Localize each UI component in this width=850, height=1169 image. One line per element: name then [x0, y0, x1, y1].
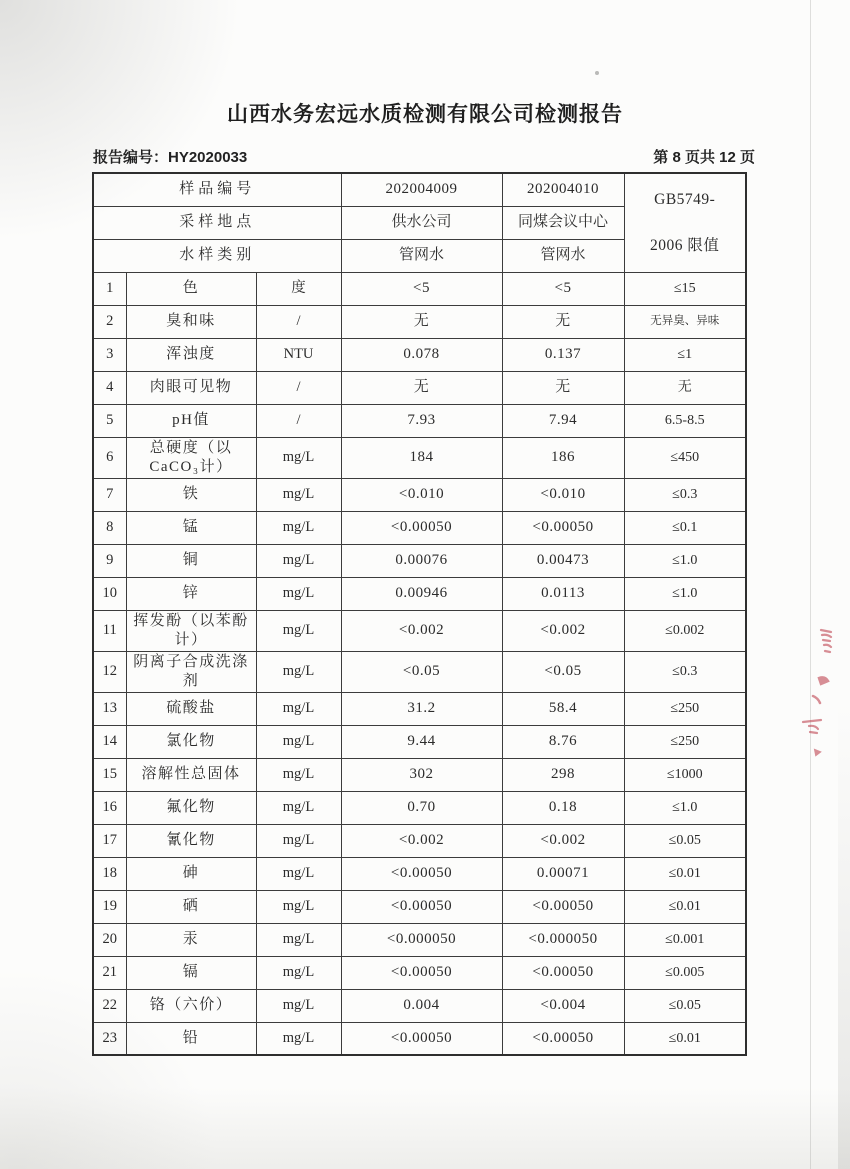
parameter-name-cell: 铁	[126, 478, 256, 511]
table-row	[93, 890, 746, 923]
parameter-name-cell: 锰	[126, 511, 256, 544]
unit-cell: mg/L	[256, 610, 341, 651]
unit-cell: mg/L	[256, 544, 341, 577]
row-number-cell: 4	[93, 371, 126, 404]
sample2-value-cell: 58.4	[502, 692, 624, 725]
table-row	[93, 610, 746, 651]
parameter-name-cell: 臭和味	[126, 305, 256, 338]
parameter-name-cell: 汞	[126, 923, 256, 956]
limit-value-cell: ≤1.0	[624, 577, 746, 610]
sample1-value-cell: 0.004	[341, 989, 502, 1022]
limit-value-cell: ≤1.0	[624, 544, 746, 577]
parameter-name-cell: 氟化物	[126, 791, 256, 824]
parameter-name-cell: 溶解性总固体	[126, 758, 256, 791]
sample1-value-cell: 无	[341, 305, 502, 338]
row-number-cell: 19	[93, 890, 126, 923]
limit-standard-line1: GB5749-	[654, 191, 716, 209]
limit-value-cell: ≤0.05	[624, 989, 746, 1022]
unit-cell: mg/L	[256, 857, 341, 890]
parameter-name-cell: 砷	[126, 857, 256, 890]
row-number-cell: 11	[93, 610, 126, 651]
unit-cell: mg/L	[256, 758, 341, 791]
sample1-value-cell: <0.00050	[341, 956, 502, 989]
table-row	[93, 511, 746, 544]
unit-cell: 度	[256, 272, 341, 305]
limit-value-cell: 6.5-8.5	[624, 404, 746, 437]
limit-value-cell: ≤0.01	[624, 1022, 746, 1055]
sample2-value-cell: 0.00473	[502, 544, 624, 577]
sample2-value-cell: 无	[502, 305, 624, 338]
row-number-cell: 10	[93, 577, 126, 610]
unit-cell: mg/L	[256, 437, 341, 478]
sample1-value-cell: 9.44	[341, 725, 502, 758]
row-number-cell: 16	[93, 791, 126, 824]
sample1-value-cell: <5	[341, 272, 502, 305]
sample1-value-cell: <0.010	[341, 478, 502, 511]
limit-value-cell: 无异臭、异味	[624, 305, 746, 338]
limit-value-cell: ≤0.002	[624, 610, 746, 651]
limit-value-cell: ≤0.05	[624, 824, 746, 857]
sample1-value-cell: <0.00050	[341, 511, 502, 544]
parameter-name-cell: 浑浊度	[126, 338, 256, 371]
table-row	[93, 989, 746, 1022]
sample2-value-cell: <0.002	[502, 610, 624, 651]
sample1-type-cell: 管网水	[341, 239, 502, 272]
row-number-cell: 13	[93, 692, 126, 725]
scan-speck	[595, 71, 599, 75]
sample2-value-cell: 8.76	[502, 725, 624, 758]
limit-value-cell: ≤450	[624, 437, 746, 478]
parameter-name-cell: 锌	[126, 577, 256, 610]
parameter-name-cell: 硫酸盐	[126, 692, 256, 725]
sample2-value-cell: <0.00050	[502, 511, 624, 544]
sample2-id-cell: 202004010	[502, 173, 624, 206]
limit-value-cell: ≤1000	[624, 758, 746, 791]
row-number-cell: 1	[93, 272, 126, 305]
sample1-value-cell: <0.000050	[341, 923, 502, 956]
unit-cell: mg/L	[256, 989, 341, 1022]
unit-cell: /	[256, 371, 341, 404]
parameter-name-cell: 肉眼可见物	[126, 371, 256, 404]
parameter-name-cell: 铜	[126, 544, 256, 577]
sample1-value-cell: 302	[341, 758, 502, 791]
limit-value-cell: 无	[624, 371, 746, 404]
sample1-value-cell: 无	[341, 371, 502, 404]
table-row	[93, 305, 746, 338]
sample1-value-cell: <0.00050	[341, 857, 502, 890]
unit-cell: mg/L	[256, 1022, 341, 1055]
limit-standard-line2: 2006 限值	[650, 236, 720, 254]
row-number-cell: 23	[93, 1022, 126, 1055]
sample1-site-cell: 供水公司	[341, 206, 502, 239]
row-number-cell: 8	[93, 511, 126, 544]
sample1-value-cell: 0.078	[341, 338, 502, 371]
sample2-value-cell: 186	[502, 437, 624, 478]
sample1-value-cell: 31.2	[341, 692, 502, 725]
table-row	[93, 577, 746, 610]
table-row	[93, 272, 746, 305]
limit-value-cell: ≤250	[624, 692, 746, 725]
limit-value-cell: ≤0.001	[624, 923, 746, 956]
sample-type-label-cell: 水样类别	[93, 239, 341, 272]
sample2-value-cell: <0.010	[502, 478, 624, 511]
table-row	[93, 437, 746, 478]
sample2-value-cell: <0.05	[502, 651, 624, 692]
row-number-cell: 20	[93, 923, 126, 956]
sample2-value-cell: <0.00050	[502, 890, 624, 923]
unit-cell: mg/L	[256, 511, 341, 544]
row-number-cell: 3	[93, 338, 126, 371]
limit-standard-header-cell	[624, 173, 746, 272]
table-row	[93, 404, 746, 437]
row-number-cell: 6	[93, 437, 126, 478]
sample2-site-cell: 同煤会议中心	[502, 206, 624, 239]
unit-cell: mg/L	[256, 478, 341, 511]
parameter-name-cell: 氯化物	[126, 725, 256, 758]
row-number-cell: 15	[93, 758, 126, 791]
table-row	[93, 651, 746, 692]
page-indicator: 第 8 页共 12 页	[653, 149, 755, 166]
sample2-value-cell: <0.00050	[502, 956, 624, 989]
limit-value-cell: ≤0.3	[624, 651, 746, 692]
limit-value-cell: ≤0.005	[624, 956, 746, 989]
unit-cell: mg/L	[256, 890, 341, 923]
sample1-value-cell: 0.70	[341, 791, 502, 824]
parameter-name-cell: 色	[126, 272, 256, 305]
unit-cell: mg/L	[256, 577, 341, 610]
unit-cell: /	[256, 305, 341, 338]
unit-cell: mg/L	[256, 692, 341, 725]
sample2-value-cell: 0.00071	[502, 857, 624, 890]
parameter-name-cell: 阴离子合成洗涤剂	[126, 651, 256, 692]
sample2-value-cell: 298	[502, 758, 624, 791]
report-meta-row	[93, 146, 755, 167]
table-row	[93, 725, 746, 758]
sample1-value-cell: <0.05	[341, 651, 502, 692]
limit-value-cell: ≤1.0	[624, 791, 746, 824]
sample2-value-cell: 0.0113	[502, 577, 624, 610]
table-row	[93, 758, 746, 791]
sample1-value-cell: <0.00050	[341, 890, 502, 923]
unit-cell: mg/L	[256, 791, 341, 824]
sample1-value-cell: <0.00050	[341, 1022, 502, 1055]
page-title: 山西水务宏远水质检测有限公司检测报告	[227, 103, 623, 126]
parameter-name-cell: 氰化物	[126, 824, 256, 857]
row-number-cell: 21	[93, 956, 126, 989]
table-row	[93, 338, 746, 371]
sample2-value-cell: <0.000050	[502, 923, 624, 956]
sample1-value-cell: 7.93	[341, 404, 502, 437]
limit-value-cell: ≤0.01	[624, 890, 746, 923]
limit-value-cell: ≤250	[624, 725, 746, 758]
limit-value-cell: ≤0.1	[624, 511, 746, 544]
row-number-cell: 12	[93, 651, 126, 692]
parameter-name-cell: pH值	[126, 404, 256, 437]
table-row	[93, 692, 746, 725]
parameter-name-cell: 镉	[126, 956, 256, 989]
parameter-name-cell: 铅	[126, 1022, 256, 1055]
scan-edge-shadow	[838, 0, 850, 1169]
table-row	[93, 857, 746, 890]
unit-cell: mg/L	[256, 923, 341, 956]
parameter-name-cell: 总硬度（以CaCO₃计）	[126, 437, 256, 478]
sample1-id-cell: 202004009	[341, 173, 502, 206]
sample2-value-cell: <0.002	[502, 824, 624, 857]
sample2-value-cell: 7.94	[502, 404, 624, 437]
sample2-value-cell: 无	[502, 371, 624, 404]
sample1-value-cell: 184	[341, 437, 502, 478]
unit-cell: mg/L	[256, 651, 341, 692]
limit-value-cell: ≤1	[624, 338, 746, 371]
limit-value-cell: ≤0.01	[624, 857, 746, 890]
row-number-cell: 5	[93, 404, 126, 437]
row-number-cell: 17	[93, 824, 126, 857]
table-row	[93, 791, 746, 824]
sample1-value-cell: 0.00076	[341, 544, 502, 577]
unit-cell: mg/L	[256, 824, 341, 857]
sample2-value-cell: 0.18	[502, 791, 624, 824]
red-stamp-fragment	[791, 626, 835, 766]
row-number-cell: 2	[93, 305, 126, 338]
table-row	[93, 923, 746, 956]
sample2-value-cell: <0.004	[502, 989, 624, 1022]
row-number-cell: 7	[93, 478, 126, 511]
row-number-cell: 9	[93, 544, 126, 577]
limit-value-cell: ≤15	[624, 272, 746, 305]
sampling-site-label-cell: 采样地点	[93, 206, 341, 239]
unit-cell: /	[256, 404, 341, 437]
table-row	[93, 544, 746, 577]
unit-cell: NTU	[256, 338, 341, 371]
sample2-value-cell: <5	[502, 272, 624, 305]
report-number: 报告编号：HY2020033	[93, 149, 248, 166]
water-quality-results-table	[92, 172, 747, 1056]
row-number-cell: 22	[93, 989, 126, 1022]
sample1-value-cell: <0.002	[341, 610, 502, 651]
sample1-value-cell: <0.002	[341, 824, 502, 857]
sample2-type-cell: 管网水	[502, 239, 624, 272]
limit-value-cell: ≤0.3	[624, 478, 746, 511]
parameter-name-cell: 硒	[126, 890, 256, 923]
sample2-value-cell: 0.137	[502, 338, 624, 371]
unit-cell: mg/L	[256, 725, 341, 758]
row-number-cell: 14	[93, 725, 126, 758]
table-row	[93, 1022, 746, 1055]
parameter-name-cell: 铬（六价）	[126, 989, 256, 1022]
table-row	[93, 478, 746, 511]
unit-cell: mg/L	[256, 956, 341, 989]
sample2-value-cell: <0.00050	[502, 1022, 624, 1055]
row-number-cell: 18	[93, 857, 126, 890]
paper-edge-line	[810, 0, 811, 1169]
table-row	[93, 956, 746, 989]
sample1-value-cell: 0.00946	[341, 577, 502, 610]
sample-id-label-cell: 样品编号	[93, 173, 341, 206]
parameter-name-cell: 挥发酚（以苯酚计）	[126, 610, 256, 651]
table-row	[93, 824, 746, 857]
header-row-sample-id	[93, 173, 746, 206]
table-row	[93, 371, 746, 404]
